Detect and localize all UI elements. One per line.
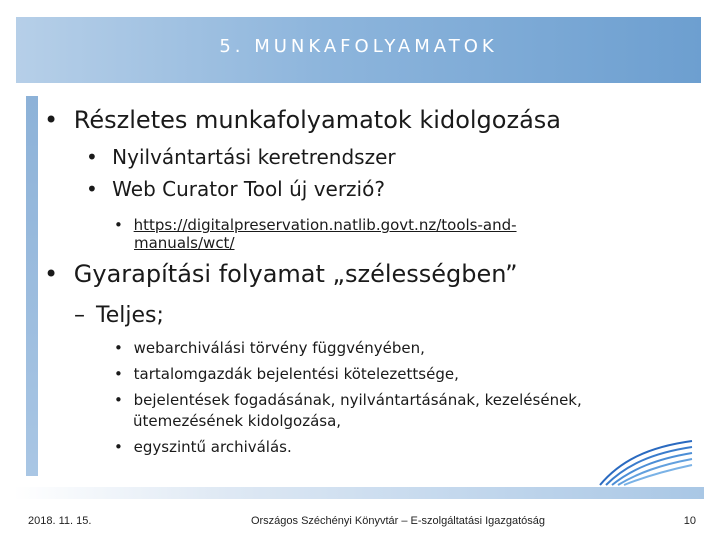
- bullet-text: tartalomgazdák bejelentési kötelezettsége,: [133, 365, 459, 383]
- bullet-text: bejelentések fogadásának, nyilvántartásának, kezelésének,: [133, 391, 582, 409]
- bullet-item-1-2-1: [114, 216, 517, 234]
- bullet-item-1-1: [86, 145, 396, 169]
- dash-text: Teljes;: [96, 303, 164, 328]
- bullet-item-1: [44, 106, 561, 134]
- bullet-item-2-1-2: [114, 365, 459, 383]
- bullet-icon: •: [86, 177, 98, 201]
- bullet-text: egyszintű archiválás.: [133, 438, 292, 456]
- bullet-text: Részletes munkafolyamatok kidolgozása: [73, 106, 561, 134]
- bullet-item-2-1-1: [114, 339, 425, 357]
- footer-date: 2018. 11. 15.: [28, 515, 92, 527]
- bullet-icon: •: [114, 438, 123, 456]
- left-accent-bar: [26, 96, 38, 476]
- bullet-item-2-1-3: [114, 391, 582, 409]
- bullet-icon: •: [44, 106, 59, 134]
- bullet-icon: •: [114, 365, 123, 383]
- footer-page-number: 10: [683, 515, 696, 527]
- bullet-item-1-2: [86, 177, 385, 201]
- bullet-item-2-1-4: [114, 438, 292, 456]
- bottom-gradient-band: [14, 487, 704, 499]
- bullet-item-1-2-1-cont: [134, 234, 235, 252]
- dash-item-teljes: [74, 303, 164, 328]
- bullet-text: Gyarapítási folyamat „szélességben”: [73, 260, 518, 288]
- bullet-icon: •: [44, 260, 59, 288]
- bullet-icon: •: [86, 145, 98, 169]
- bullet-text: ütemezésének kidolgozása,: [133, 412, 342, 430]
- wct-link-cont[interactable]: manuals/wct/: [134, 234, 235, 252]
- bullet-icon: •: [114, 339, 123, 357]
- bullet-item-2: [44, 260, 518, 288]
- bullet-icon: •: [114, 216, 123, 234]
- slide-title: 5. MUNKAFOLYAMATOK: [219, 36, 498, 57]
- bullet-text: Web Curator Tool új verzió?: [112, 177, 385, 201]
- bullet-text: Nyilvántartási keretrendszer: [112, 145, 396, 169]
- slide-title-bar: [16, 17, 701, 83]
- bullet-icon: •: [114, 391, 123, 409]
- bullet-text: webarchiválási törvény függvényében,: [133, 339, 425, 357]
- digital-library-logo-icon: [596, 439, 696, 487]
- bullet-item-2-1-3-cont: [133, 412, 341, 430]
- dash-icon: –: [74, 303, 85, 328]
- footer-organization: Országos Széchényi Könyvtár – E-szolgáltatási Igazgatóság: [250, 515, 546, 527]
- wct-link[interactable]: https://digitalpreservation.natlib.govt.nz/tools-and-: [133, 216, 517, 234]
